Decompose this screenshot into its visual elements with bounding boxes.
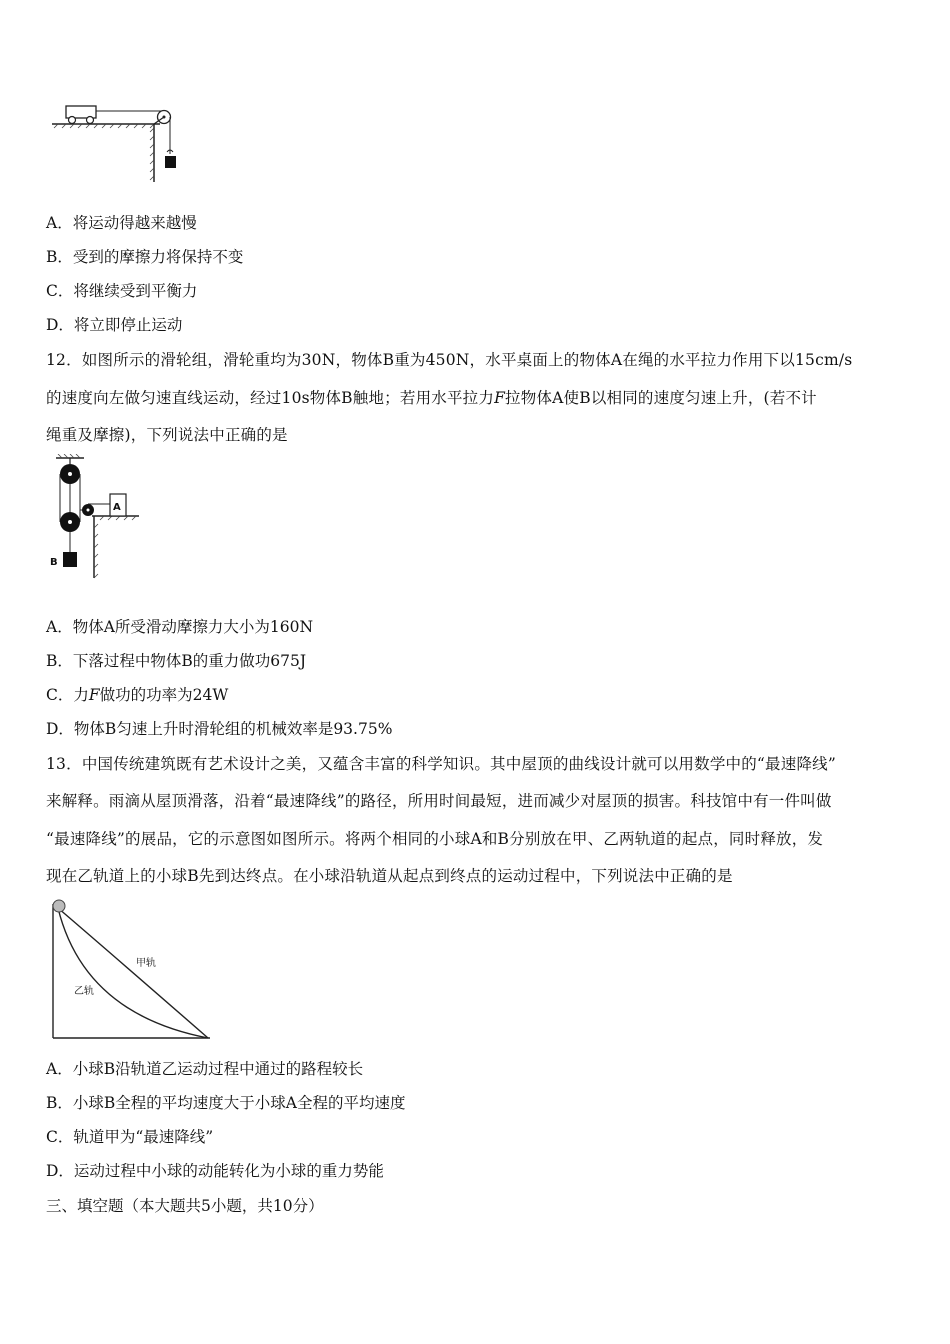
q12-stem-line1: 12．如图所示的滑轮组，滑轮重均为30N，物体B重为450N，水平桌面上的物体A在绳的水平拉力作用下以15cm/s <box>46 351 853 369</box>
q11-option-c: C．将继续受到平衡力 <box>46 282 198 300</box>
q13-stem-line3: “最速降线”的展品，它的示意图如图所示。将两个相同的小球A和B分别放在甲、乙两轨道的起点，同时释放，发 <box>46 830 824 848</box>
brachistochrone-figure <box>44 894 216 1044</box>
svg-text:甲轨: 甲轨 <box>136 958 156 969</box>
svg-text:B: B <box>50 557 58 568</box>
q13-option-d: D．运动过程中小球的动能转化为小球的重力势能 <box>46 1162 384 1180</box>
q12-stem-line2: 的速度向左做匀速直线运动，经过10s物体B触地；若用水平拉力F拉物体A使B以相同的速度匀速上升，(若不计 <box>46 389 817 407</box>
svg-text:乙轨: 乙轨 <box>74 986 94 997</box>
q12-option-d: D．物体B匀速上升时滑轮组的机械效率是93.75% <box>46 720 393 738</box>
q13-stem-line2: 来解释。雨滴从屋顶滑落，沿着“最速降线”的路径，所用时间最短，进而减少对屋顶的损害。科技馆中有一件叫做 <box>46 792 832 810</box>
q12-stem-line3: 绳重及摩擦)，下列说法中正确的是 <box>46 426 288 444</box>
q12-option-b: B．下落过程中物体B的重力做功675J <box>46 652 307 670</box>
pulley-system-figure <box>44 454 144 586</box>
q13-option-a: A．小球B沿轨道乙运动过程中通过的路程较长 <box>46 1060 364 1078</box>
section-3-heading: 三、填空题（本大题共5小题，共10分） <box>46 1197 324 1215</box>
q12-option-c: C．力F做功的功率为24W <box>46 686 229 704</box>
q12-option-a: A．物体A所受滑动摩擦力大小为160N <box>46 618 314 636</box>
cart-pulley-figure <box>48 98 188 188</box>
q11-option-a: A．将运动得越来越慢 <box>46 214 197 232</box>
q11-option-b: B．受到的摩擦力将保持不变 <box>46 248 244 266</box>
q13-option-b: B．小球B全程的平均速度大于小球A全程的平均速度 <box>46 1094 406 1112</box>
q13-stem-line1: 13．中国传统建筑既有艺术设计之美，又蕴含丰富的科学知识。其中屋顶的曲线设计就可以用数学中的“最速降线” <box>46 755 836 773</box>
q13-stem-line4: 现在乙轨道上的小球B先到达终点。在小球沿轨道从起点到终点的运动过程中，下列说法中正确的是 <box>46 867 733 885</box>
svg-text:A: A <box>113 502 121 513</box>
q13-option-c: C．轨道甲为“最速降线” <box>46 1128 214 1146</box>
q11-option-d: D．将立即停止运动 <box>46 316 183 334</box>
